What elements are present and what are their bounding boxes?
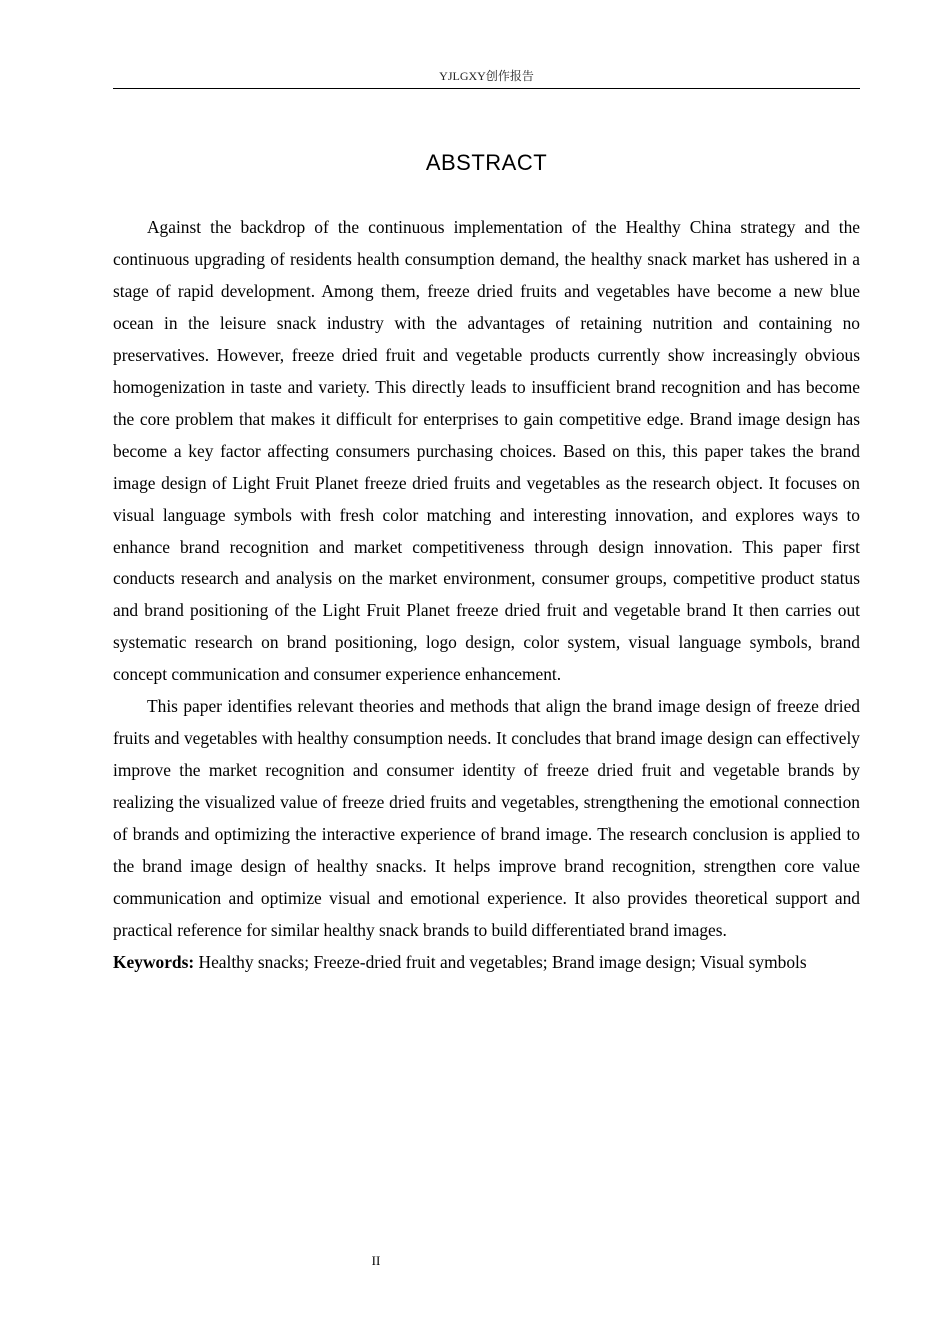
abstract-body — [113, 212, 860, 979]
page-number: II — [371, 1253, 381, 1268]
abstract-title: ABSTRACT — [425, 150, 548, 175]
keywords-text: Healthy snacks; Freeze-dried fruit and vegetables; Brand image design; Visual symbols — [198, 951, 807, 972]
abstract-paragraph-2: This paper identifies relevant theories and methods that align the brand image design of freeze dried fruits and vegetables with healthy consumption needs. It concludes that brand image design can effectively improve the market recognition and consumer identity of freeze dried fruit and vegetable brands by realizing the visualized value of freeze dried fruits and vegetables, strengthening the emotional connection of brands and optimizing the interactive experience of brand image. The research conclusion is applied to the brand image design of healthy snacks. It helps improve brand recognition, strengthen core value communication and optimize visual and emotional experience. It also provides theoretical support and practical reference for similar healthy snack brands to build differentiated brand images. — [113, 696, 860, 940]
keywords-line — [113, 947, 860, 979]
page-header — [113, 66, 860, 89]
abstract-paragraph-1: Against the backdrop of the continuous implementation of the Healthy China strategy and the continuous upgrading of residents health consumption demand, the healthy snack market has ushered in a stage of rapid development. Among them, freeze dried fruits and vegetables have become a new blue ocean in the leisure snack industry with the advantages of retaining nutrition and containing no preservatives. However, freeze dried fruit and vegetable products currently show increasingly obvious homogenization in taste and variety. This directly leads to insufficient brand recognition and has become the core problem that makes it difficult for enterprises to gain competitive edge. Brand image design has become a key factor affecting consumers purchasing choices. Based on this, this paper takes the brand image design of Light Fruit Planet freeze dried fruits and vegetables as the research object. It focuses on visual language symbols with fresh color matching and interesting innovation, and explores ways to enhance brand recognition and market competitiveness through design innovation. This paper first conducts research and analysis on the market environment, consumer groups, competitive product status and brand positioning of the Light Fruit Planet freeze dried fruit and vegetable brand It then carries out systematic research on brand positioning, logo design, color system, visual language symbols, brand concept communication and consumer experience enhancement. — [113, 217, 860, 685]
keywords-label: Keywords: — [113, 951, 195, 972]
header-text: YJLGXY创作报告 — [439, 69, 534, 83]
